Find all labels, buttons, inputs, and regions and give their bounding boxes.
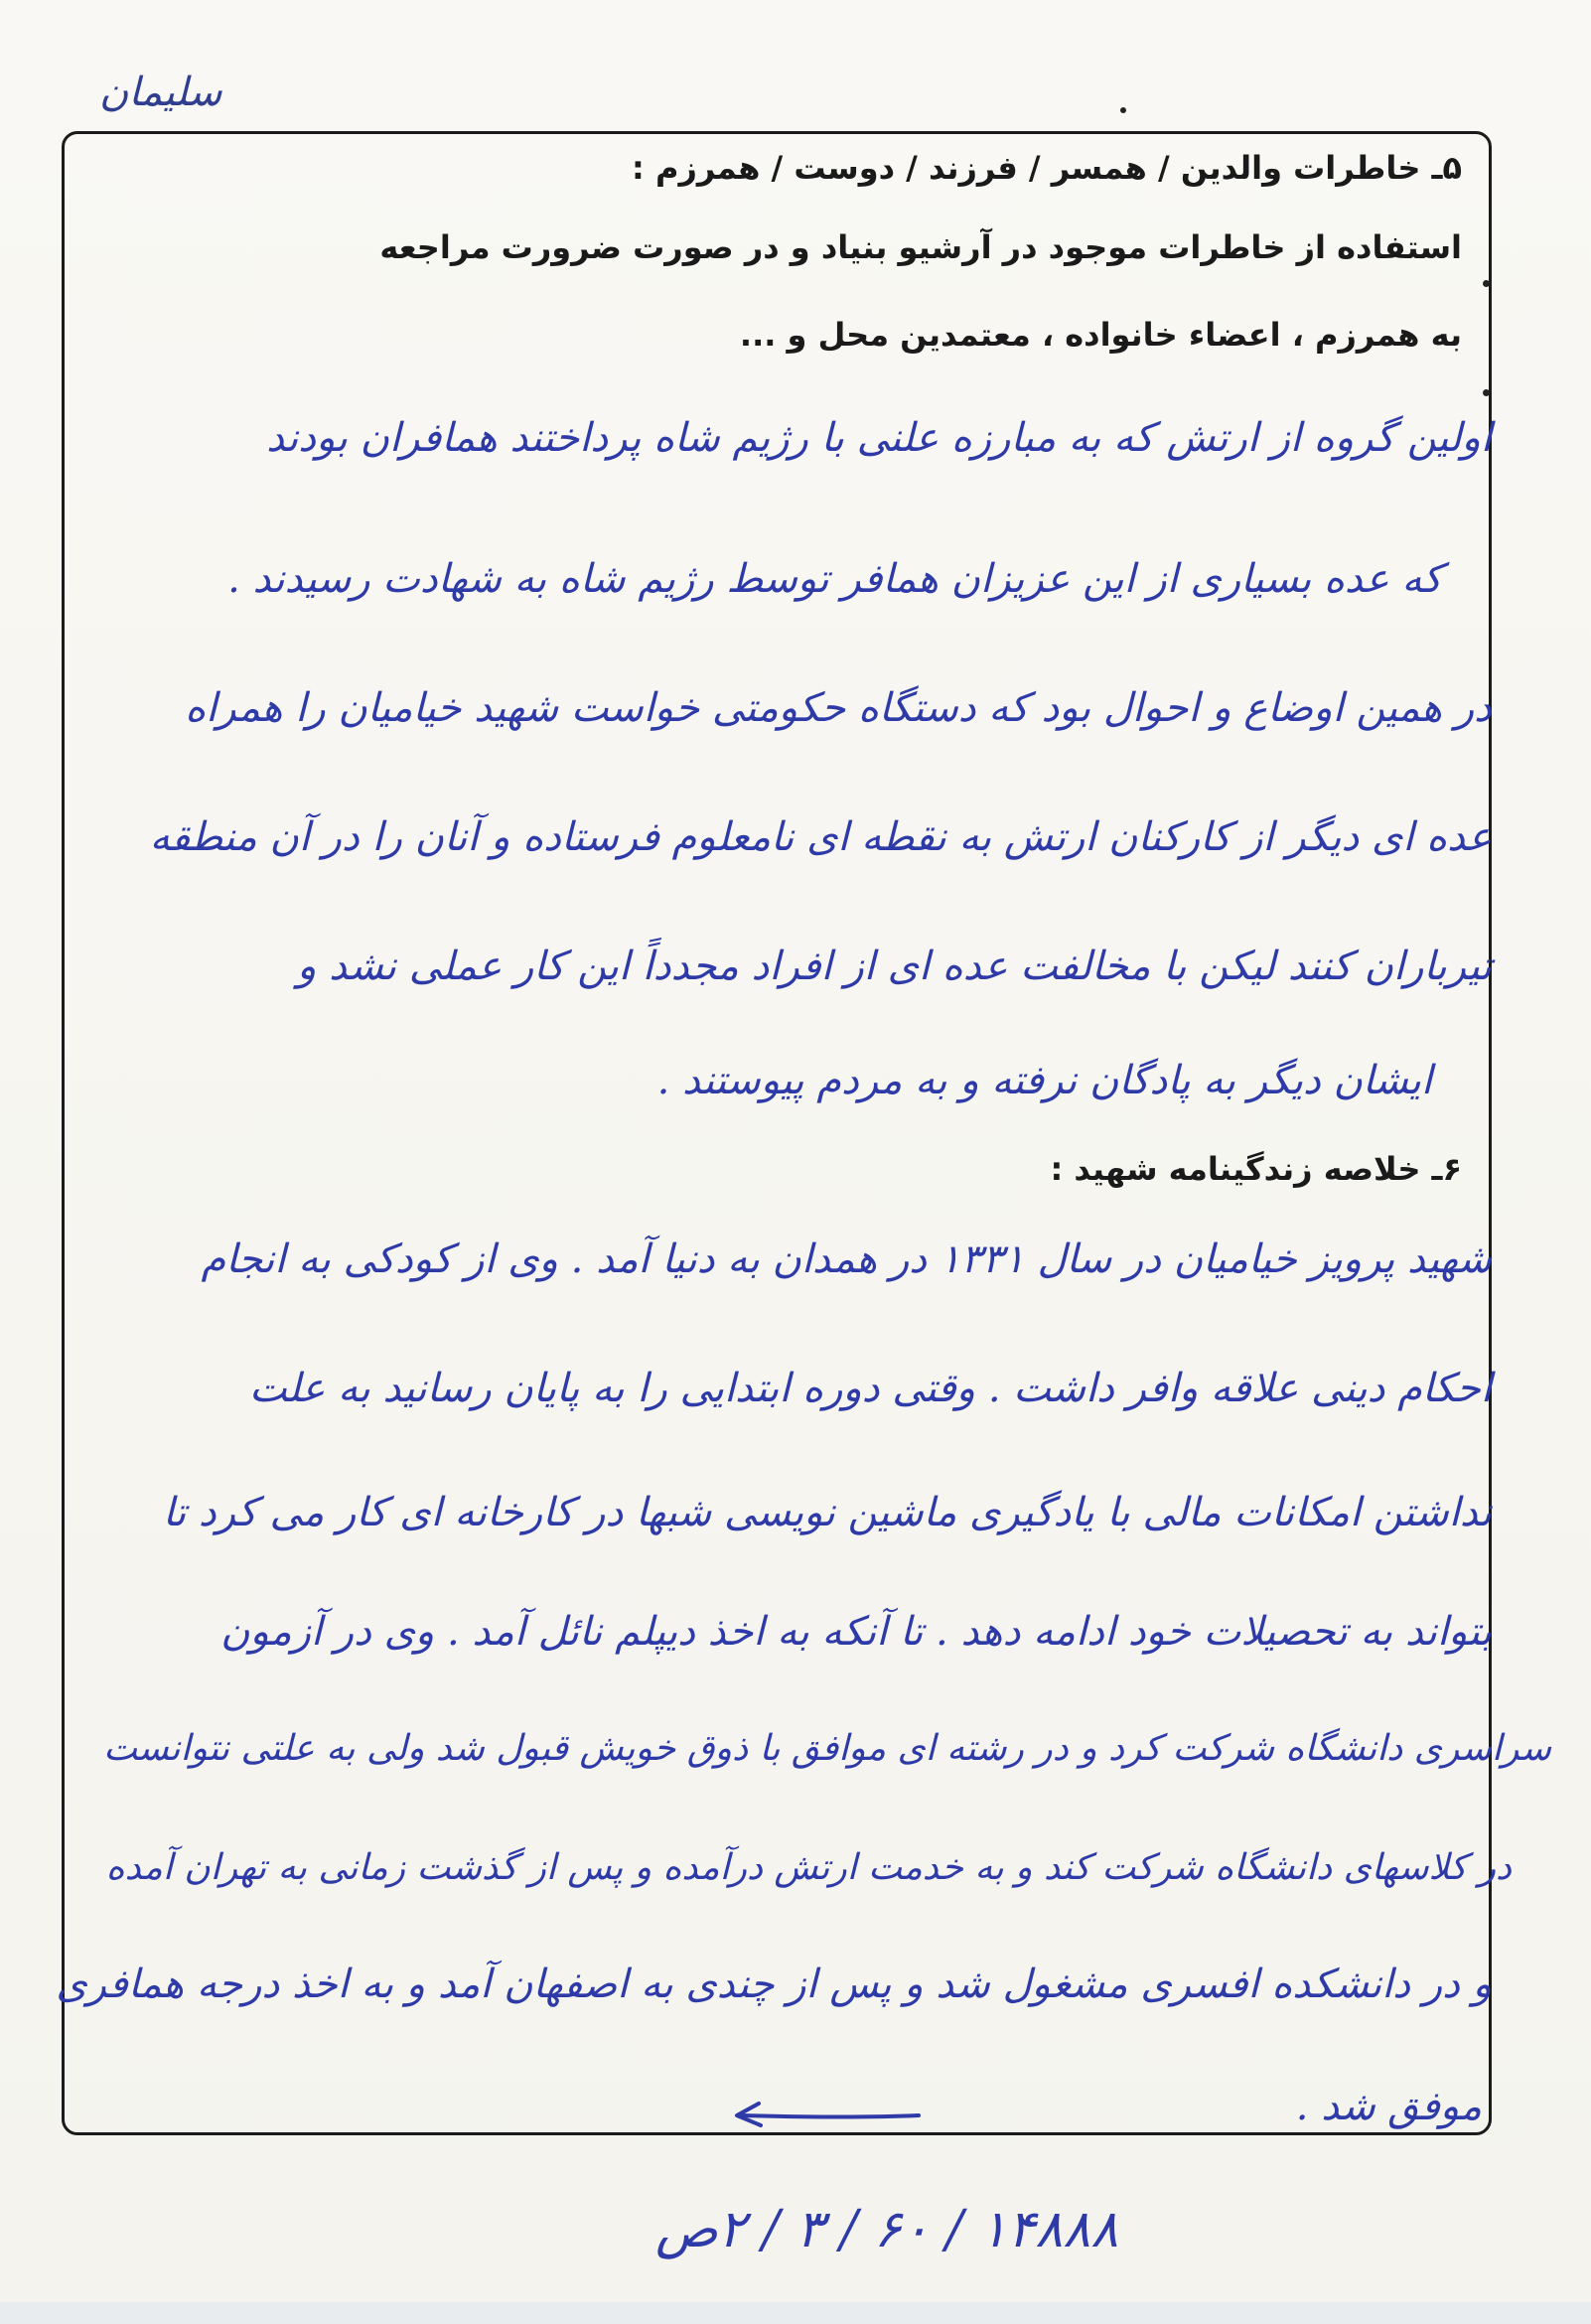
margin-dot [1483, 389, 1490, 396]
section-5-heading: ۵ـ خاطرات والدین / همسر / فرزند / دوست / همرزم : [632, 149, 1462, 187]
section-5-handwritten-line-1: اولین گروه از ارتش که به مبارزه علنی با رژیم شاه پرداختند همافران بودند [266, 415, 1492, 461]
section-6-handwritten-line-5: سراسری دانشگاه شرکت کرد و در رشته ای موافق با ذوق خویش قبول شد ولی به علتی نتوانست [103, 1728, 1551, 1769]
section-6-handwritten-line-7: و در دانشکده افسری مشغول شد و پس از چندی به اصفهان آمد و به اخذ درجه همافری [56, 1961, 1492, 2007]
section-5-handwritten-line-5: تیرباران کنند لیکن با مخالفت عده ای از افراد مجدداً این کار عملی نشد و [297, 944, 1492, 989]
section-5-instruction-2: به همرزم ، اعضاء خانواده ، معتمدین محل و ... [739, 316, 1462, 354]
section-6-handwritten-line-6: در کلاسهای دانشگاه شرکت کند و به خدمت ارتش درآمده و پس از گذشت زمانی به تهران آمده [105, 1847, 1512, 1888]
margin-dot [1483, 280, 1490, 287]
continue-arrow-icon [725, 2094, 924, 2133]
section-5-handwritten-line-6: ایشان دیگر به پادگان نرفته و به مردم پیوستند . [656, 1058, 1432, 1103]
section-6-handwritten-line-2: احکام دینی علاقه وافر داشت . وقتی دوره ابتدایی را به پایان رسانید به علت [249, 1366, 1492, 1411]
section-5-handwritten-line-2: که عده بسیاری از این عزیزان همافر توسط رژیم شاه به شهادت رسیدند . [227, 556, 1442, 602]
corner-note: سلیمان [99, 70, 222, 115]
section-6-heading: ۶ـ خلاصه زندگینامه شهید : [1050, 1150, 1462, 1188]
section-6-handwritten-line-8: موفق شد . [1295, 2084, 1482, 2129]
section-6-handwritten-line-4: بتواند به تحصیلات خود ادامه دهد . تا آنکه به اخذ دیپلم نائل آمد . وی در آزمون [220, 1609, 1492, 1655]
section-6-handwritten-line-3: نداشتن امکانات مالی با یادگیری ماشین نویسی شبها در کارخانه ای کار می کرد تا [162, 1490, 1492, 1535]
section-5-handwritten-line-4: عده ای دیگر از کارکنان ارتش به نقطه ای نامعلوم فرستاده و آنان را در آن منطقه [149, 814, 1492, 860]
ink-dot [1120, 107, 1126, 113]
section-5-instruction-1: استفاده از خاطرات موجود در آرشیو بنیاد و در صورت ضرورت مراجعه [379, 228, 1462, 266]
scan-edge [0, 2302, 1591, 2324]
section-6-handwritten-line-1: شهید پرویز خیامیان در سال ۱۳۳۱ در همدان به دنیا آمد . وی از کودکی به انجام [201, 1236, 1492, 1282]
file-number: ۱۴۸۸۸ / ۶۰ / ۳ / ۲ص [655, 2200, 1118, 2259]
section-5-handwritten-line-3: در همین اوضاع و احوال بود که دستگاه حکومتی خواست شهید خیامیان را همراه [185, 685, 1492, 731]
